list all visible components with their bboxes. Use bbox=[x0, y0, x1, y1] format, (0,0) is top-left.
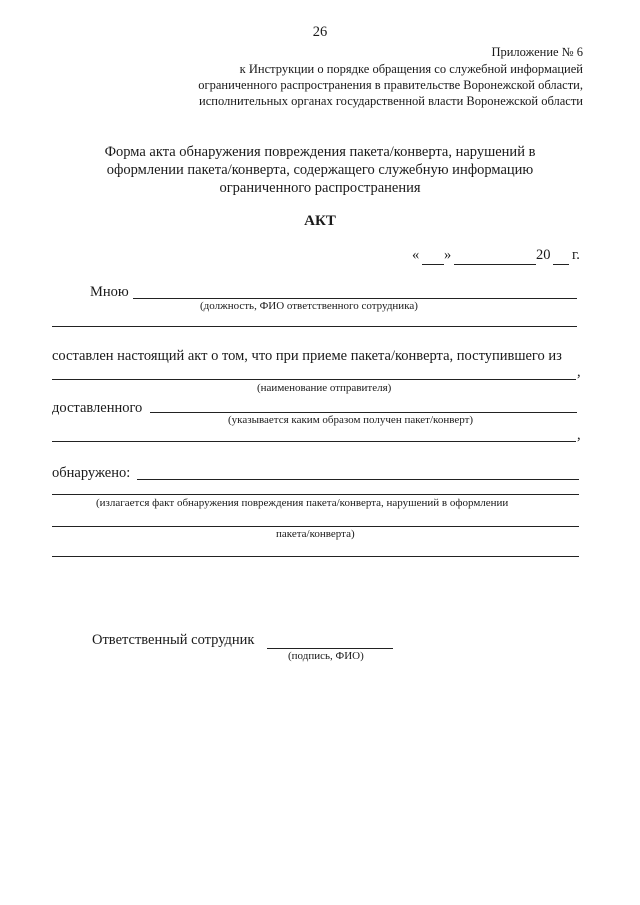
sender-hint: (наименование отправителя) bbox=[257, 382, 392, 394]
form-title-line-1: Форма акта обнаружения повреждения пакета/конверта, нарушений в bbox=[104, 144, 536, 160]
date-day-line[interactable] bbox=[422, 264, 444, 265]
by-me-line[interactable] bbox=[133, 298, 577, 299]
by-me-hint: (должность, ФИО ответственного сотрудника) bbox=[200, 300, 418, 312]
found-line-3[interactable] bbox=[52, 526, 579, 527]
found-line-2[interactable] bbox=[52, 494, 579, 495]
by-me-label: Мною bbox=[90, 284, 129, 300]
found-line[interactable] bbox=[137, 479, 579, 480]
delivered-line[interactable] bbox=[150, 412, 577, 413]
delivered-hint: (указывается каким образом получен пакет/конверт) bbox=[228, 414, 474, 426]
delivered-comma: , bbox=[577, 427, 581, 443]
signature-line[interactable] bbox=[267, 648, 393, 649]
date-month-line[interactable] bbox=[454, 264, 536, 265]
page-number: 26 bbox=[312, 24, 328, 40]
found-line-4[interactable] bbox=[52, 556, 579, 557]
form-title-line-3: ограниченного распространения bbox=[219, 180, 421, 196]
form-title-line-2: оформлении пакета/конверта, содержащего служебную информацию bbox=[106, 162, 534, 178]
date-close-quote: » bbox=[444, 247, 452, 263]
found-hint-line-2: пакета/конверта) bbox=[276, 528, 355, 540]
sender-line[interactable] bbox=[52, 379, 576, 380]
date-open-quote: « bbox=[412, 247, 420, 263]
date-year-line[interactable] bbox=[553, 264, 569, 265]
sender-comma: , bbox=[577, 364, 581, 380]
appendix-line-4: исполнительных органах государственной власти Воронежской области bbox=[199, 94, 583, 108]
appendix-number: Приложение № 6 bbox=[491, 45, 583, 59]
by-me-line-2[interactable] bbox=[52, 326, 577, 327]
date-century: 20 bbox=[536, 247, 551, 263]
act-heading: АКТ bbox=[304, 213, 336, 229]
appendix-line-3: ограниченного распространения в правительстве Воронежской области, bbox=[198, 78, 583, 92]
delivered-line-2[interactable] bbox=[52, 441, 576, 442]
appendix-line-2: к Инструкции о порядке обращения со служебной информацией bbox=[239, 62, 583, 76]
signature-hint: (подпись, ФИО) bbox=[288, 650, 364, 662]
found-hint-line-1: (излагается факт обнаружения повреждения пакета/конверта, нарушений в оформлении bbox=[96, 497, 509, 509]
date-year-suffix: г. bbox=[572, 247, 580, 263]
compiled-text: составлен настоящий акт о том, что при приеме пакета/конверта, поступившего из bbox=[52, 348, 562, 364]
signature-label: Ответственный сотрудник bbox=[92, 632, 255, 648]
delivered-label: доставленного bbox=[52, 400, 143, 416]
found-label: обнаружено: bbox=[52, 465, 131, 481]
